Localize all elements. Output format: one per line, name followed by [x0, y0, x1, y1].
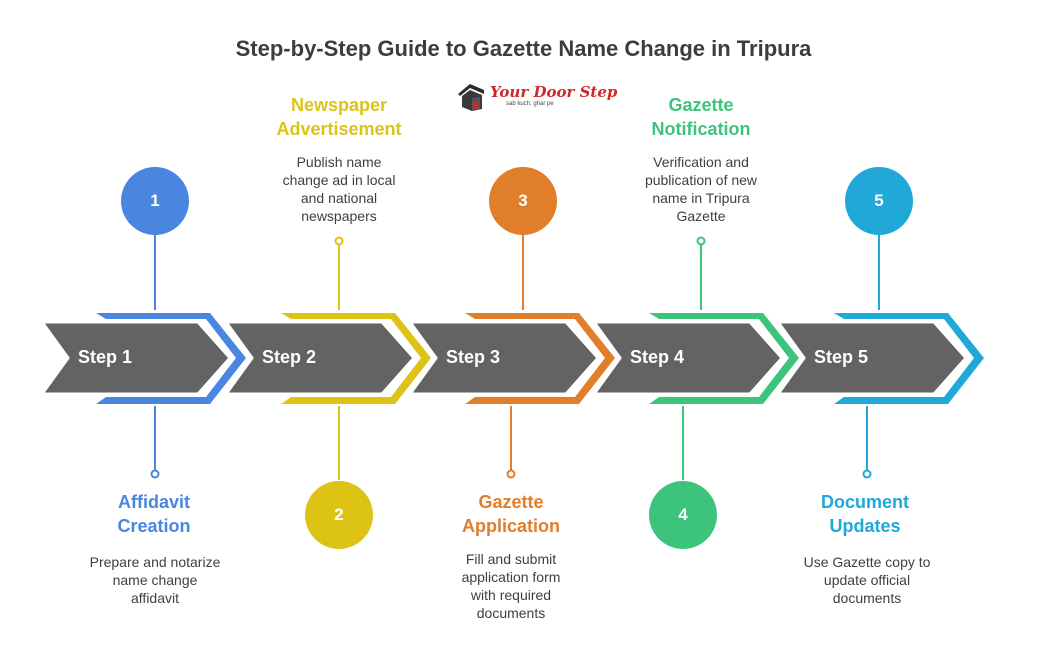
- step-4-label: Step 4: [630, 347, 685, 367]
- step-5-heading: Document Updates: [820, 492, 909, 536]
- step-4-heading: Gazette Notification: [651, 95, 751, 139]
- logo-tagline: sab kuch, ghar pe: [506, 101, 554, 107]
- step-4-number: 4: [649, 481, 717, 549]
- step-1-description: Prepare and notarize name change affidavit: [89, 554, 221, 606]
- step-2-dot: [336, 238, 343, 245]
- step-1-chevron: [42, 322, 230, 394]
- step-1-heading: Affidavit Creation: [117, 492, 191, 536]
- step-3-description: Fill and submit application form with required documents: [461, 551, 561, 621]
- step-3-dot: [508, 471, 515, 478]
- step-2-description: Publish name change ad in local and national newspapers: [282, 154, 396, 224]
- step-2-number: 2: [305, 481, 373, 549]
- step-3-number: 3: [489, 167, 557, 235]
- step-1-number: 1: [121, 167, 189, 235]
- step-5-label: Step 5: [814, 347, 869, 367]
- step-5-number: 5: [845, 167, 913, 235]
- step-2-label: Step 2: [262, 347, 317, 367]
- step-5-chevron: [778, 322, 966, 394]
- step-5-dot: [864, 471, 871, 478]
- step-3-label: Step 3: [446, 347, 501, 367]
- step-2-chevron: [226, 322, 414, 394]
- step-1-dot: [152, 471, 159, 478]
- step-2-heading: Newspaper Advertisement: [276, 95, 402, 139]
- diagram-title: Step-by-Step Guide to Gazette Name Change in Tripura: [235, 36, 812, 61]
- step-4-description: Verification and publication of new name in Tripura Gazette: [644, 154, 758, 224]
- step-1-label: Step 1: [78, 347, 133, 367]
- step-5-description: Use Gazette copy to update official documents: [803, 554, 931, 606]
- step-3-heading: Gazette Application: [462, 492, 560, 536]
- step-4-chevron: [594, 322, 782, 394]
- step-4-dot: [698, 238, 705, 245]
- logo-name: Your Door Step: [490, 83, 618, 101]
- step-3-chevron: [410, 322, 598, 394]
